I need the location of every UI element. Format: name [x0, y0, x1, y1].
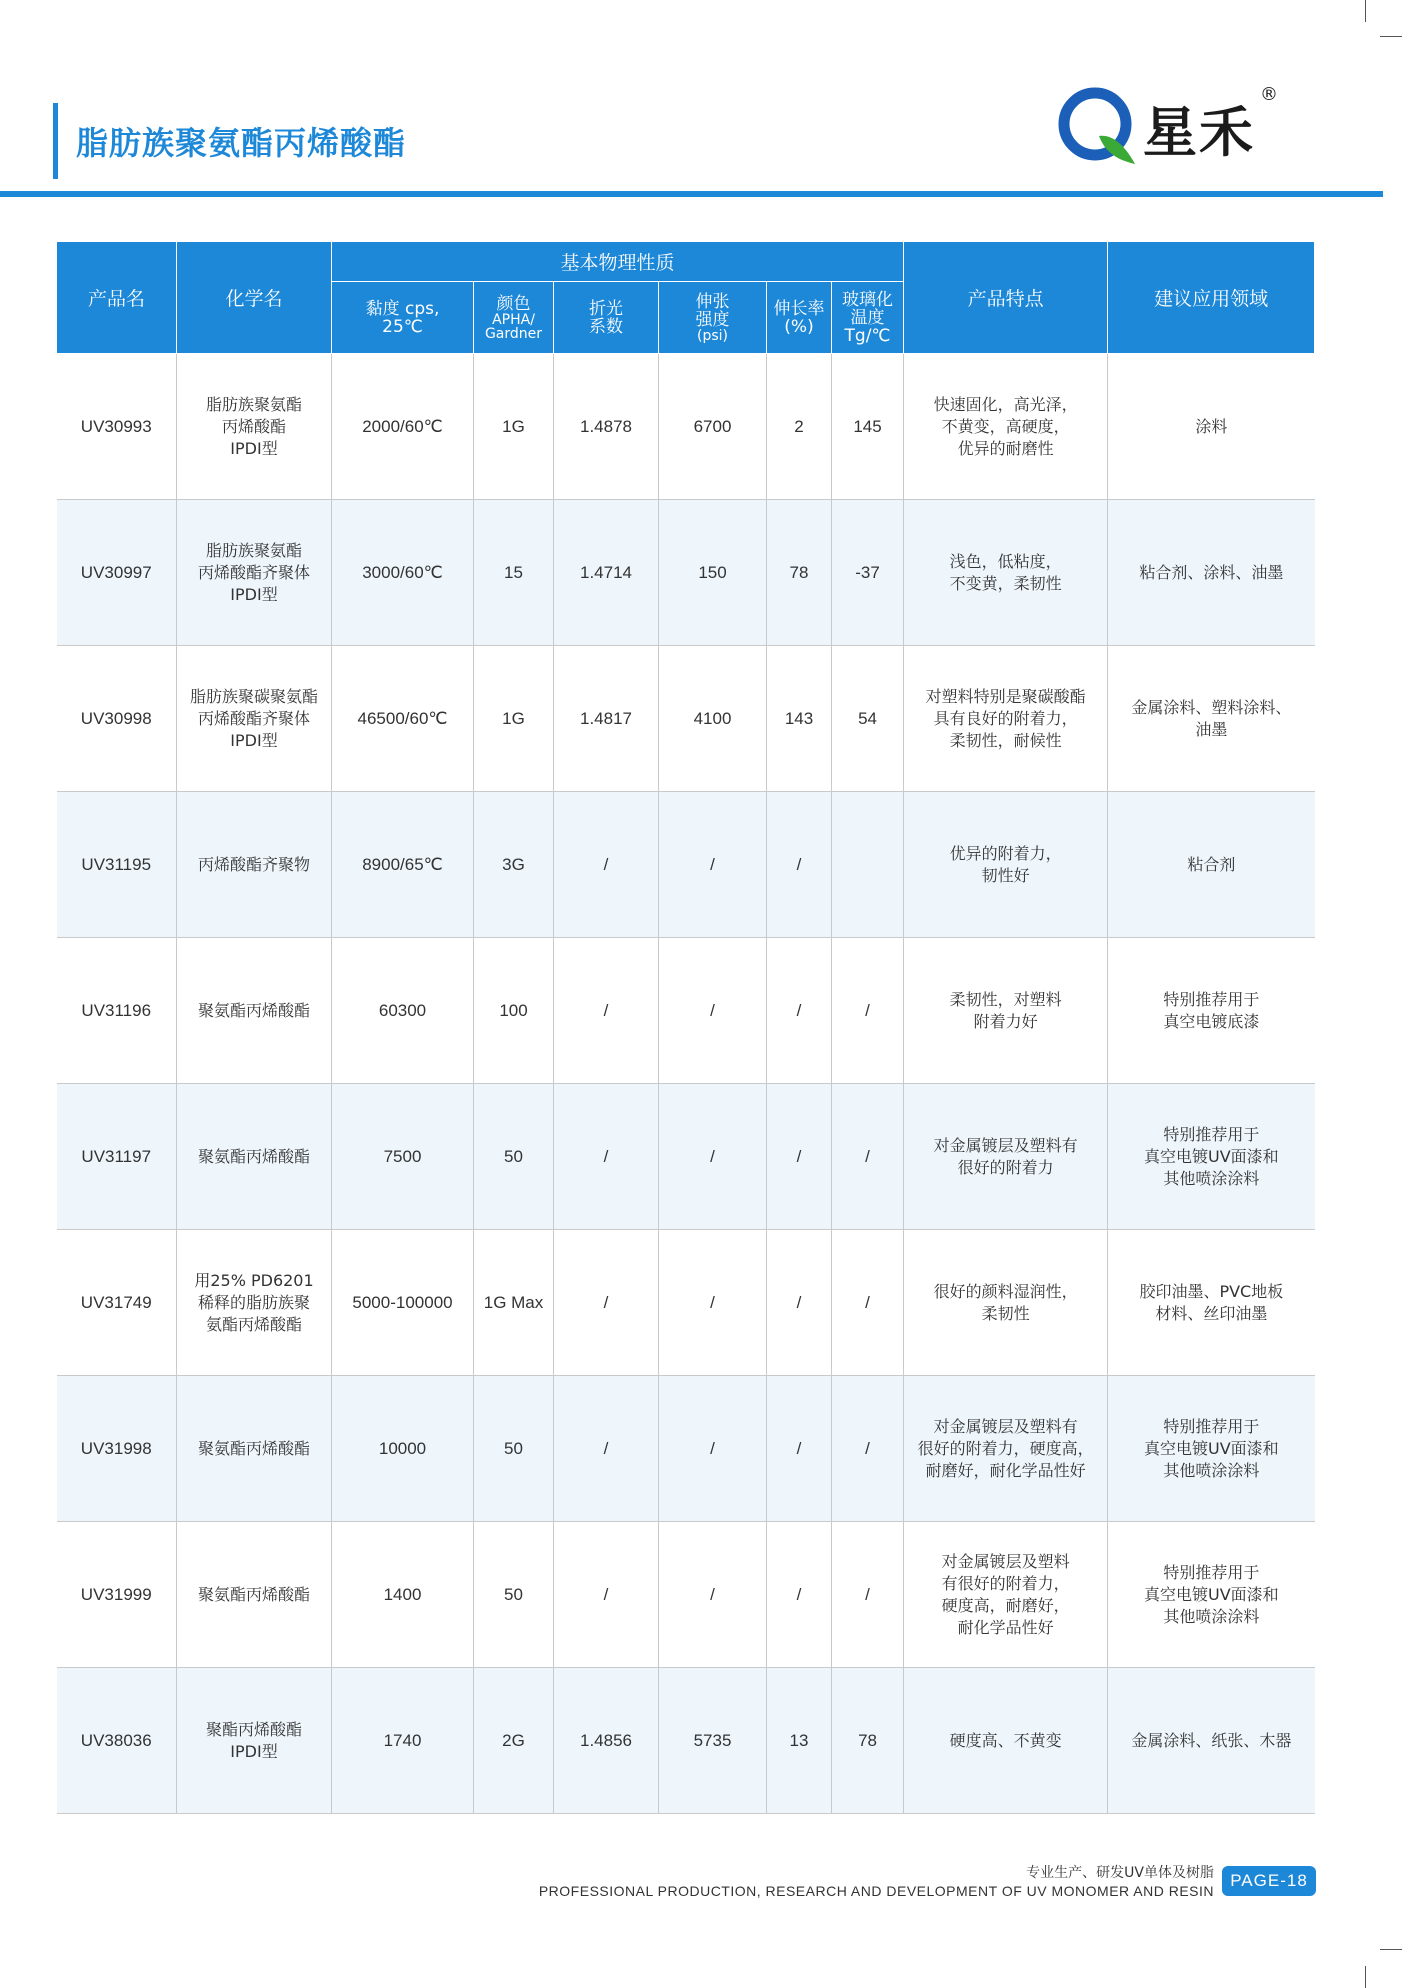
cell-application	[1108, 1522, 1315, 1668]
header-tg-line1: 玻璃化	[842, 289, 894, 310]
cell-features-line: 柔韧性，耐候性	[949, 730, 1062, 750]
cell-features	[904, 1084, 1108, 1230]
header-tg-line3: Tg/℃	[844, 325, 891, 346]
cell-application-line: 特别推荐用于	[1163, 989, 1260, 1009]
footer-tagline-en: PROFESSIONAL PRODUCTION, RESEARCH AND DEVELOPMENT OF UV MONOMER AND RESIN	[538, 1883, 1214, 1899]
crop-mark-bottom-h	[1380, 1949, 1402, 1950]
cell-application-line: 材料、丝印油墨	[1155, 1303, 1268, 1323]
cell-application	[1108, 1230, 1315, 1376]
cell-viscosity: 60300	[332, 938, 474, 1084]
cell-application-line: 其他喷涂涂料	[1163, 1168, 1260, 1188]
cell-application	[1108, 500, 1315, 646]
cell-chemical-line: IPDI型	[230, 730, 278, 750]
cell-application	[1108, 1376, 1315, 1522]
header-refract-line1: 折光	[589, 298, 623, 319]
cell-application-line: 其他喷涂涂料	[1163, 1606, 1260, 1626]
header-features: 产品特点	[904, 242, 1108, 354]
cell-elong: 2	[767, 354, 832, 500]
cell-tensile: /	[659, 792, 767, 938]
header-glass-transition	[832, 282, 904, 354]
cell-viscosity: 1400	[332, 1522, 474, 1668]
cell-product: UV30998	[57, 646, 177, 792]
cell-color: 2G	[474, 1668, 554, 1814]
cell-features-line: 快速固化，高光泽，	[933, 394, 1078, 414]
cell-elong: /	[767, 1084, 832, 1230]
cell-elong: /	[767, 938, 832, 1084]
cell-elong: /	[767, 1376, 832, 1522]
cell-application-line: 真空电镀UV面漆和	[1143, 1438, 1279, 1458]
cell-chemical-line: 丙烯酸酯齐聚体	[197, 562, 310, 582]
cell-features-line: 韧性好	[981, 865, 1030, 885]
table-row	[57, 354, 1315, 500]
cell-chemical-line: 丙烯酸酯齐聚体	[197, 708, 310, 728]
cell-features-line: 对金属镀层及塑料有	[933, 1135, 1078, 1155]
cell-viscosity: 3000/60℃	[332, 500, 474, 646]
cell-features	[904, 500, 1108, 646]
header-refract-line2: 系数	[589, 316, 623, 337]
cell-tensile: /	[659, 938, 767, 1084]
header-color-line1: 颜色	[496, 293, 531, 314]
cell-product: UV31998	[57, 1376, 177, 1522]
cell-elong: /	[767, 1230, 832, 1376]
cell-tensile: 4100	[659, 646, 767, 792]
cell-chemical-line: 聚氨酯丙烯酸酯	[197, 1584, 310, 1604]
cell-viscosity: 1740	[332, 1668, 474, 1814]
cell-tg: /	[832, 1084, 904, 1230]
cell-application-line: 粘合剂	[1187, 854, 1236, 874]
cell-refract: 1.4714	[554, 500, 659, 646]
table-row	[57, 1376, 1315, 1522]
header-color-line2: APHA/	[492, 311, 535, 328]
table-row	[57, 938, 1315, 1084]
cell-chemical-line: 用25% PD6201	[194, 1270, 314, 1290]
cell-color: 1G Max	[474, 1230, 554, 1376]
cell-chemical	[177, 646, 332, 792]
cell-viscosity: 10000	[332, 1376, 474, 1522]
cell-application	[1108, 1668, 1315, 1814]
header-tensile-strength	[659, 282, 767, 354]
cell-application-line: 真空电镀底漆	[1163, 1011, 1260, 1031]
header-physical-properties: 基本物理性质	[332, 242, 904, 282]
cell-features-line: 浅色，低粘度，	[949, 551, 1062, 571]
header-tensile-line1: 伸张	[695, 291, 730, 312]
cell-application-line: 胶印油墨、PVC地板	[1139, 1281, 1284, 1301]
header-rule	[0, 191, 1383, 197]
table-row	[57, 1668, 1315, 1814]
cell-chemical-line: 丙烯酸酯	[221, 416, 286, 436]
cell-viscosity: 46500/60℃	[332, 646, 474, 792]
page-header	[0, 0, 1402, 200]
cell-features-line: 对金属镀层及塑料有	[933, 1416, 1078, 1436]
cell-refract: /	[554, 938, 659, 1084]
cell-features	[904, 938, 1108, 1084]
cell-application	[1108, 938, 1315, 1084]
cell-features-line: 优异的附着力，	[949, 843, 1062, 863]
cell-chemical-line: 丙烯酸酯齐聚物	[197, 854, 310, 874]
cell-features-line: 附着力好	[973, 1011, 1038, 1031]
cell-application-line: 特别推荐用于	[1163, 1124, 1260, 1144]
cell-application	[1108, 792, 1315, 938]
cell-product: UV31749	[57, 1230, 177, 1376]
cell-chemical-line: IPDI型	[230, 1741, 278, 1761]
cell-application-line: 特别推荐用于	[1163, 1562, 1260, 1582]
cell-product: UV31197	[57, 1084, 177, 1230]
cell-chemical-line: 聚酯丙烯酸酯	[205, 1719, 302, 1739]
page-number-badge: PAGE-18	[1222, 1866, 1316, 1896]
cell-chemical-line: 脂肪族聚碳聚氨酯	[189, 686, 318, 706]
cell-features-line: 硬度高、不黄变	[949, 1730, 1062, 1750]
cell-refract: /	[554, 1230, 659, 1376]
cell-features-line: 很好的附着力，硬度高，	[917, 1438, 1094, 1458]
cell-refract: 1.4878	[554, 354, 659, 500]
cell-features-line: 优异的耐磨性	[957, 438, 1054, 458]
cell-features-line: 硬度高，耐磨好，	[941, 1595, 1070, 1615]
cell-product: UV31195	[57, 792, 177, 938]
cell-chemical	[177, 792, 332, 938]
cell-color: 1G	[474, 646, 554, 792]
cell-application	[1108, 354, 1315, 500]
cell-features-line: 对塑料特别是聚碳酸酯	[925, 686, 1086, 706]
cell-chemical	[177, 354, 332, 500]
header-viscosity-line2: 25℃	[382, 316, 423, 337]
table-row	[57, 646, 1315, 792]
cell-features-line: 耐化学品性好	[957, 1617, 1054, 1637]
cell-tg	[832, 792, 904, 938]
cell-elong: 78	[767, 500, 832, 646]
cell-chemical-line: 聚氨酯丙烯酸酯	[197, 1438, 310, 1458]
cell-features-line: 柔韧性，对塑料	[949, 989, 1062, 1009]
header-tensile-line2: 强度	[695, 309, 730, 330]
cell-features-line: 不黄变，高硬度，	[941, 416, 1070, 436]
spec-table-body	[57, 354, 1315, 1814]
registered-mark: ®	[1260, 84, 1278, 105]
cell-application	[1108, 646, 1315, 792]
brand-logo	[1055, 84, 1285, 174]
page-title: 脂肪族聚氨酯丙烯酸酯	[76, 124, 407, 162]
cell-application-line: 真空电镀UV面漆和	[1143, 1584, 1279, 1604]
header-product: 产品名	[57, 242, 177, 354]
cell-features	[904, 1376, 1108, 1522]
header-application: 建议应用领域	[1108, 242, 1315, 354]
cell-viscosity: 7500	[332, 1084, 474, 1230]
header-tensile-line3: (psi)	[697, 327, 728, 344]
header-viscosity-line1: 黏度 cps,	[365, 298, 440, 319]
cell-tensile: /	[659, 1230, 767, 1376]
table-row	[57, 1084, 1315, 1230]
cell-color: 3G	[474, 792, 554, 938]
cell-application-line: 油墨	[1195, 719, 1228, 739]
cell-elong: /	[767, 792, 832, 938]
cell-elong: 143	[767, 646, 832, 792]
cell-chemical	[177, 1668, 332, 1814]
cell-features	[904, 646, 1108, 792]
crop-mark-bottom	[1365, 1966, 1366, 1988]
cell-elong: 13	[767, 1668, 832, 1814]
cell-product: UV31999	[57, 1522, 177, 1668]
cell-refract: 1.4856	[554, 1668, 659, 1814]
cell-color: 100	[474, 938, 554, 1084]
cell-features-line: 柔韧性	[981, 1303, 1030, 1323]
cell-viscosity: 5000-100000	[332, 1230, 474, 1376]
cell-chemical-line: 聚氨酯丙烯酸酯	[197, 1000, 310, 1020]
cell-chemical	[177, 1376, 332, 1522]
table-row	[57, 792, 1315, 938]
header-color	[474, 282, 554, 354]
cell-tensile: 5735	[659, 1668, 767, 1814]
cell-features	[904, 1668, 1108, 1814]
cell-features-line: 很好的颜料湿润性，	[933, 1281, 1078, 1301]
cell-application-line: 特别推荐用于	[1163, 1416, 1260, 1436]
cell-refract: /	[554, 1084, 659, 1230]
cell-features-line: 对金属镀层及塑料	[941, 1551, 1070, 1571]
cell-chemical-line: 稀释的脂肪族聚	[197, 1292, 310, 1312]
cell-tensile: /	[659, 1376, 767, 1522]
cell-features	[904, 792, 1108, 938]
cell-viscosity: 2000/60℃	[332, 354, 474, 500]
cell-chemical-line: 聚氨酯丙烯酸酯	[197, 1146, 310, 1166]
cell-color: 1G	[474, 354, 554, 500]
cell-tg: /	[832, 1376, 904, 1522]
cell-chemical-line: 脂肪族聚氨酯	[205, 394, 302, 414]
cell-application-line: 粘合剂、涂料、油墨	[1139, 562, 1284, 582]
header-chemical: 化学名	[177, 242, 332, 354]
cell-chemical	[177, 1522, 332, 1668]
cell-features-line: 很好的附着力	[957, 1157, 1054, 1177]
cell-chemical-line: 氨酯丙烯酸酯	[205, 1314, 302, 1334]
cell-elong: /	[767, 1522, 832, 1668]
product-spec-table	[56, 241, 1315, 1814]
cell-tensile: /	[659, 1084, 767, 1230]
cell-color: 50	[474, 1084, 554, 1230]
cell-tg: 145	[832, 354, 904, 500]
cell-chemical	[177, 938, 332, 1084]
brand-name: 星禾	[1143, 100, 1255, 164]
cell-application-line: 真空电镀UV面漆和	[1143, 1146, 1279, 1166]
cell-features-line: 具有良好的附着力，	[933, 708, 1078, 728]
cell-chemical-line: IPDI型	[230, 438, 278, 458]
cell-application-line: 涂料	[1195, 416, 1228, 436]
table-row	[57, 1522, 1315, 1668]
header-elong-line1: 伸长率	[773, 298, 825, 319]
cell-features-line: 有很好的附着力，	[941, 1573, 1070, 1593]
cell-tensile: 150	[659, 500, 767, 646]
cell-refract: /	[554, 1522, 659, 1668]
cell-chemical-line: 脂肪族聚氨酯	[205, 540, 302, 560]
cell-chemical	[177, 1230, 332, 1376]
cell-color: 15	[474, 500, 554, 646]
cell-application	[1108, 1084, 1315, 1230]
table-row	[57, 500, 1315, 646]
header-viscosity	[332, 282, 474, 354]
cell-product: UV38036	[57, 1668, 177, 1814]
cell-product: UV30993	[57, 354, 177, 500]
cell-chemical	[177, 500, 332, 646]
title-accent-bar	[53, 103, 58, 179]
cell-viscosity: 8900/65℃	[332, 792, 474, 938]
header-elongation	[767, 282, 832, 354]
cell-color: 50	[474, 1522, 554, 1668]
header-elong-line2: (%)	[784, 316, 814, 337]
cell-application-line: 其他喷涂涂料	[1163, 1460, 1260, 1480]
q-leaf-icon	[1055, 84, 1145, 174]
cell-tg: /	[832, 938, 904, 1084]
cell-refract: 1.4817	[554, 646, 659, 792]
cell-application-line: 金属涂料、纸张、木器	[1131, 1730, 1292, 1750]
cell-tg: /	[832, 1522, 904, 1668]
cell-features-line: 不变黄，柔韧性	[949, 573, 1062, 593]
table-row	[57, 1230, 1315, 1376]
cell-features	[904, 1522, 1108, 1668]
cell-tensile: 6700	[659, 354, 767, 500]
cell-features	[904, 1230, 1108, 1376]
cell-color: 50	[474, 1376, 554, 1522]
footer-tagline-cn: 专业生产、研发UV单体及树脂	[1026, 1865, 1214, 1881]
header-tg-line2: 温度	[850, 307, 885, 328]
cell-tg: -37	[832, 500, 904, 646]
cell-tg: 54	[832, 646, 904, 792]
header-refractive-index	[554, 282, 659, 354]
cell-product: UV31196	[57, 938, 177, 1084]
cell-chemical-line: IPDI型	[230, 584, 278, 604]
cell-tg: 78	[832, 1668, 904, 1814]
cell-product: UV30997	[57, 500, 177, 646]
cell-tg: /	[832, 1230, 904, 1376]
header-color-line3: Gardner	[484, 325, 543, 342]
cell-application-line: 金属涂料、塑料涂料、	[1131, 697, 1292, 717]
cell-chemical	[177, 1084, 332, 1230]
cell-refract: /	[554, 792, 659, 938]
cell-tensile: /	[659, 1522, 767, 1668]
cell-refract: /	[554, 1376, 659, 1522]
cell-features-line: 耐磨好，耐化学品性好	[925, 1460, 1086, 1480]
cell-features	[904, 354, 1108, 500]
